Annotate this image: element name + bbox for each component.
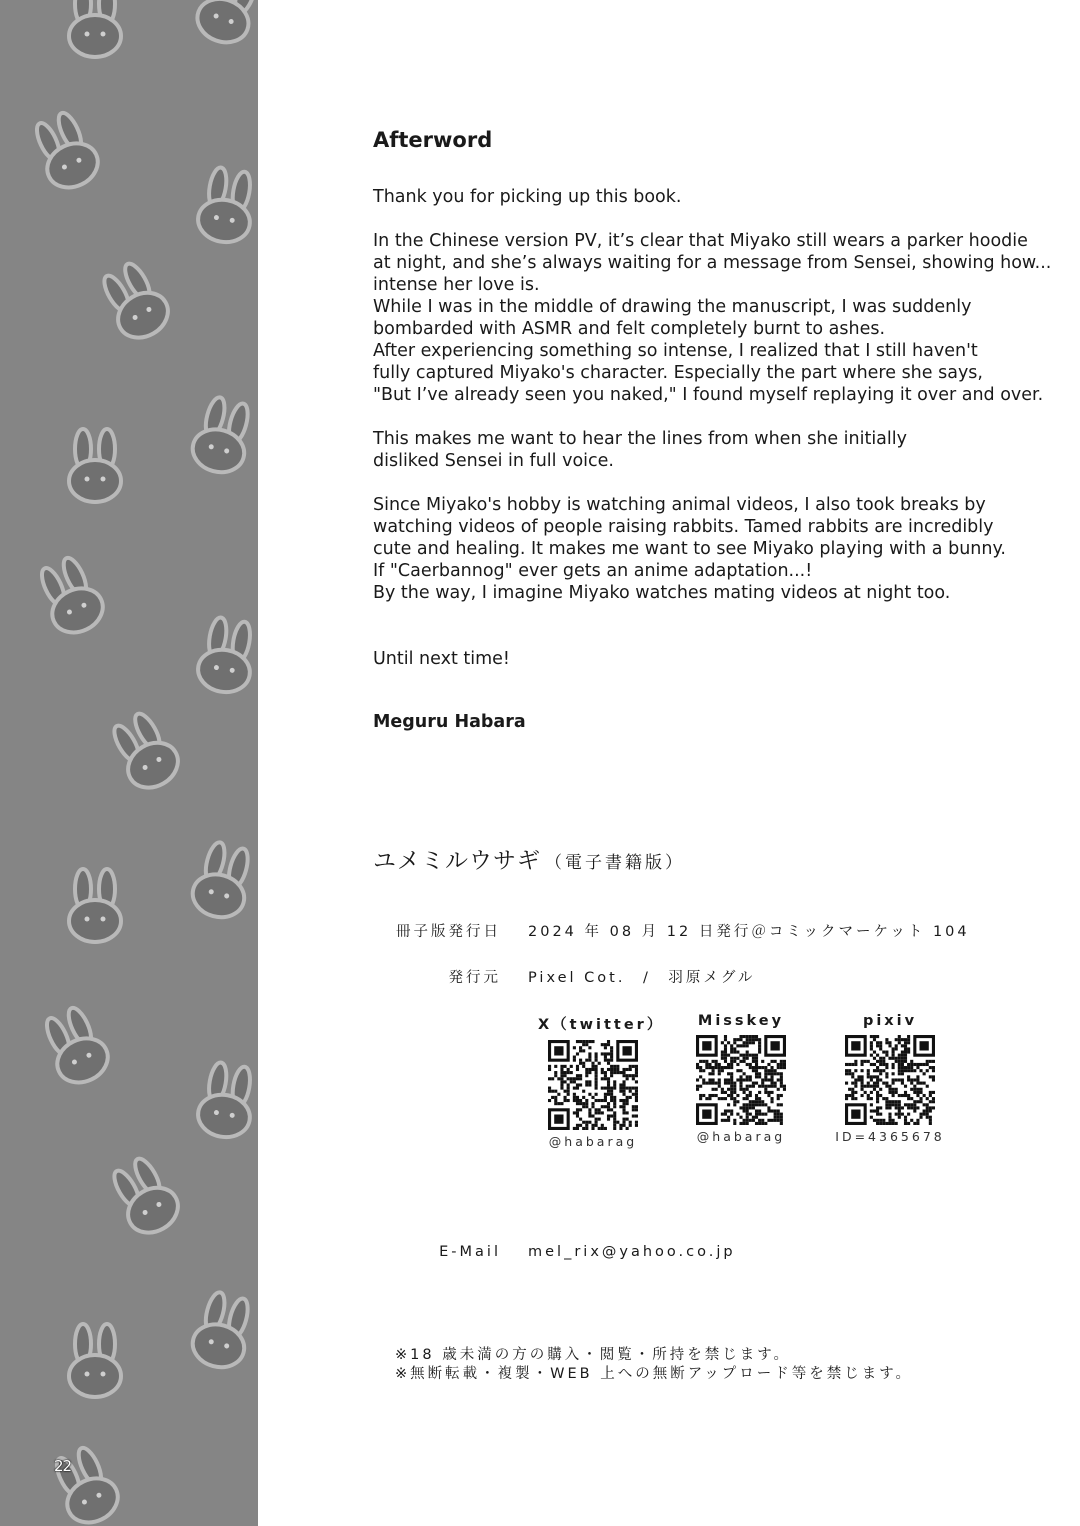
bunny-pattern-icon — [0, 0, 258, 1526]
publisher-value: Pixel Cot. / 羽原メグル — [528, 970, 756, 986]
book-title — [373, 842, 685, 875]
reproduction-notice: ※無断転載・複製・WEB 上への無断アップロード等を禁じます。 — [395, 1366, 914, 1382]
qr-block-twitter — [538, 1013, 665, 1149]
qr-title-twitter: X（twitter） — [538, 1017, 665, 1033]
afterword-paragraph-3: This makes me want to hear the lines from when she initially disliked Sensei in full voice. — [373, 429, 907, 471]
qr-code-icon[interactable] — [548, 1040, 638, 1130]
afterword-title: Afterword — [373, 128, 493, 152]
print-date-label: 冊子版発行日 — [396, 924, 501, 940]
qr-handle-misskey: @habarag — [696, 1129, 786, 1144]
qr-code-icon[interactable] — [845, 1035, 935, 1125]
email-label: E-Mail — [439, 1244, 501, 1260]
qr-block-misskey — [686, 1013, 796, 1144]
author-signature: Meguru Habara — [373, 712, 526, 732]
afterword-paragraph-5: Until next time! — [373, 649, 510, 669]
qr-title-pixiv: pixiv — [862, 1013, 918, 1029]
afterword-paragraph-4: Since Miyako's hobby is watching animal videos, I also took breaks by watching videos of people raising rabbits. Tamed rabbits are incredibly cute and healing. It makes me want to see Miyako playing with a bunny. If "Caerbannog" ever gets an anime adaptation...! By the way, I imagine Miyako watches mating videos at night too. — [373, 495, 1006, 603]
afterword-paragraph-1: Thank you for picking up this book. — [373, 187, 682, 207]
qr-title-misskey: Misskey — [697, 1013, 785, 1029]
age-restriction-notice: ※18 歳未満の方の購入・閲覧・所持を禁じます。 — [395, 1347, 792, 1363]
bunny-pattern-sidebar — [0, 0, 258, 1526]
print-date-value: 2024 年 08 月 12 日発行＠コミックマーケット 104 — [528, 924, 970, 940]
qr-handle-twitter: @habarag — [548, 1134, 638, 1149]
afterword-paragraph-2: In the Chinese version PV, it’s clear that Miyako still wears a parker hoodie at night, and she’s always waiting for a message from Sensei, showing how... intense her love is. While I was in the middle of drawing the manuscript, I was suddenly bombarded with ASMR and felt completely burnt to ashes. After experiencing something so intense, I realized that I still haven't fully captured Miyako's character. Especially the part where she says, "But I’ve already seen you naked," I found myself replaying it over and over. — [373, 231, 1052, 405]
email-value[interactable]: mel_rix@yahoo.co.jp — [528, 1244, 736, 1260]
qr-handle-pixiv: ID=4365678 — [835, 1129, 945, 1144]
book-title-text: ユメミルウサギ — [373, 848, 541, 874]
qr-block-pixiv — [835, 1013, 945, 1144]
publisher-label: 発行元 — [448, 970, 501, 986]
edition-label: （電子書籍版） — [545, 853, 685, 873]
page-number: 22 — [54, 1457, 72, 1475]
qr-code-icon[interactable] — [696, 1035, 786, 1125]
